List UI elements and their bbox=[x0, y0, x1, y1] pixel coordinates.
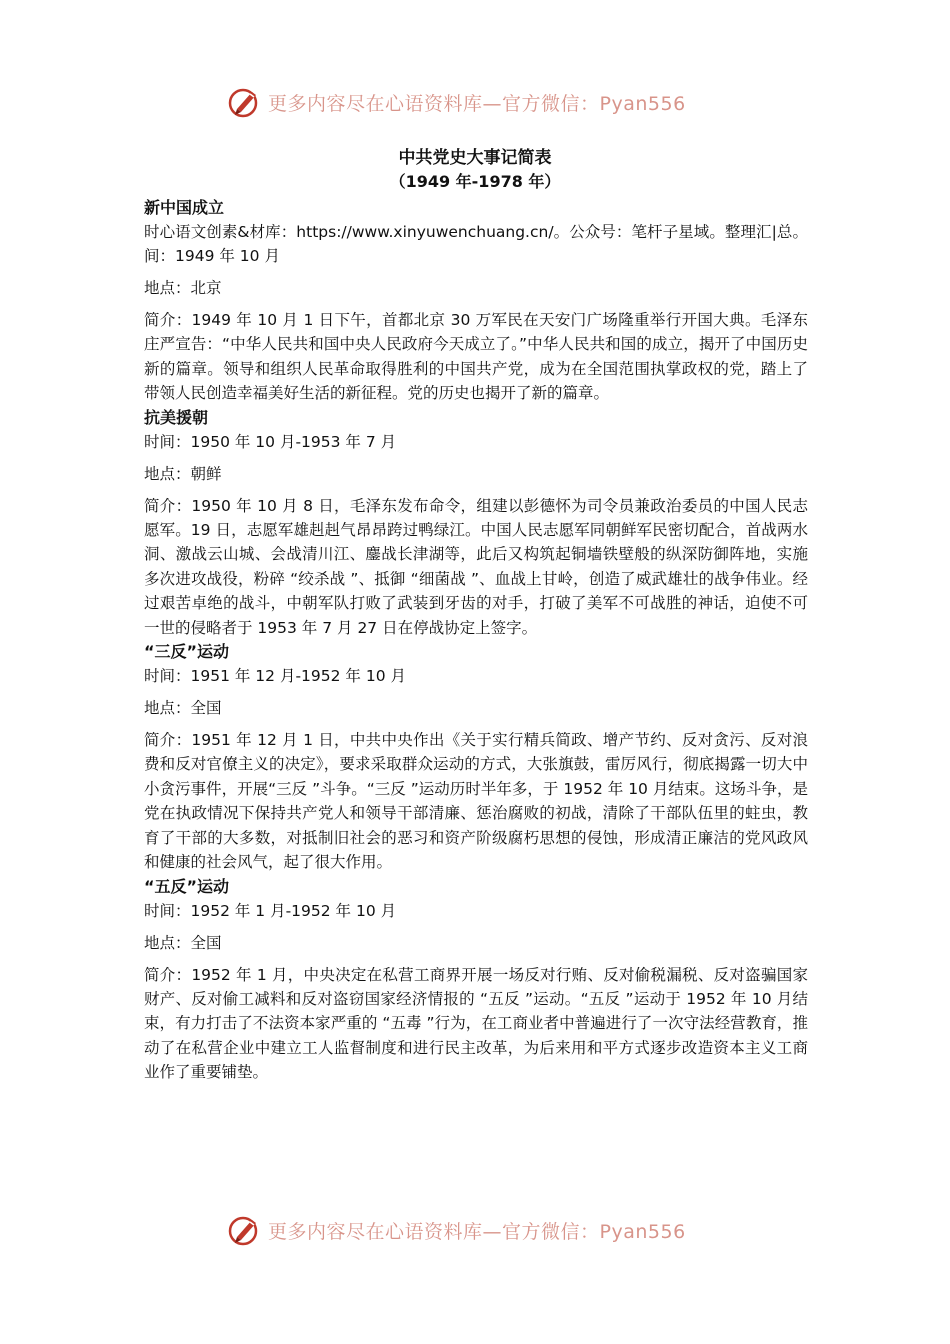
section-three-anti bbox=[144, 640, 808, 874]
banner-text: 更多内容尽在心语资料库—官方微信：Pyan556 bbox=[268, 92, 686, 115]
section-heading: 新中国成立 bbox=[144, 198, 225, 217]
page-subtitle: （1949 年-1978 年） bbox=[389, 172, 561, 191]
section-founding bbox=[144, 196, 808, 406]
section-time: 时心语文创素&材库：https://www.xinyuwenchuang.cn/。公众号：笔杆子星域。整理汇|总。间：1949 年 10 月 bbox=[144, 223, 808, 265]
section-heading: 抗美援朝 bbox=[144, 407, 209, 427]
section-korean-war bbox=[144, 406, 808, 640]
section-time: 时间：1952 年 1 月-1952 年 10 月 bbox=[144, 901, 397, 920]
section-intro: 简介：1950 年 10 月 8 日，毛泽东发布命令，组建以彭德怀为司令员兼政治委员的中国人民志愿军。19 日，志愿军雄赳赳气昂昂跨过鸭绿江。中国人民志愿军同朝鲜军民密切配合，首战两水洞、激战云山城、会战清川江、鏖战长津湖等，此后又构筑起铜墙铁壁般的纵深防御阵地，实施多次进攻战役，粉碎 “绞杀战 ”、抵御 “细菌战 ”、血战上甘岭，创造了威武雄壮的战争伟业。经过艰苦卓绝的战斗，中朝军队打败了武装到牙齿的对手，打破了美军不可战胜的神话，迫使不可一世的侵略者于 1953 年 7 月 27 日在停战协定上签字。 bbox=[144, 496, 808, 637]
document-body bbox=[144, 196, 808, 1085]
banner-text: 更多内容尽在心语资料库—官方微信：Pyan556 bbox=[268, 1220, 686, 1243]
header-banner bbox=[228, 82, 748, 122]
section-heading: “五反”运动 bbox=[144, 876, 230, 896]
section-place: 地点：北京 bbox=[144, 279, 222, 297]
section-intro: 简介：1949 年 10 月 1 日下午，首都北京 30 万军民在天安门广场隆重举行开国大典。毛泽东庄严宣告：“中华人民共和国中央人民政府今天成立了。”中华人民共和国的成立，揭开了中国历史新的篇章。领导和组织人民革命取得胜利的中国共产党，成为在全国范围执掌政权的党，踏上了带领人民创造幸福美好生活的新征程。党的历史也揭开了新的篇章。 bbox=[144, 311, 808, 403]
pen-logo-icon bbox=[228, 1213, 262, 1247]
section-place: 地点：全国 bbox=[144, 933, 222, 952]
section-five-anti bbox=[144, 875, 808, 1085]
section-intro: 简介：1951 年 12 月 1 日，中共中央作出《关于实行精兵简政、增产节约、反对贪污、反对浪费和反对官僚主义的决定》，要求采取群众运动的方式，大张旗鼓，雷厉风行，彻底揭露一切大中小贪污事件，开展“三反 ”斗争。“三反 ”运动历时半年多，于 1952 年 10 月结束。这场斗争，是党在执政情况下保持共产党人和领导干部清廉、惩治腐败的初战，清除了干部队伍里的蛀虫，教育了干部的大多数，对抵制旧社会的恶习和资产阶级腐朽思想的侵蚀，形成清正廉洁的党风政风和健康的社会风气，起了很大作用。 bbox=[144, 731, 808, 872]
footer-banner bbox=[228, 1210, 748, 1250]
section-intro: 简介：1952 年 1 月，中央决定在私营工商界开展一场反对行贿、反对偷税漏税、反对盗骗国家财产、反对偷工减料和反对盗窃国家经济情报的 “五反 ”运动。“五反 ”运动于 1952 年 10 月结束，有力打击了不法资本家严重的 “五毒 ”行为，在工商业者中普遍进行了一次守法经营教育，推动了在私营企业中建立工人监督制度和进行民主改革，为后来用和平方式逐步改造资本主义工商业作了重要铺垫。 bbox=[144, 965, 808, 1082]
section-place: 地点：全国 bbox=[144, 699, 222, 718]
page-title: 中共党史大事记简表 bbox=[398, 148, 552, 168]
pen-logo-icon bbox=[228, 85, 262, 119]
section-heading: “三反”运动 bbox=[144, 642, 230, 662]
section-time: 时间：1951 年 12 月-1952 年 10 月 bbox=[144, 667, 406, 686]
section-time: 时间：1950 年 10 月-1953 年 7 月 bbox=[144, 432, 397, 451]
section-place: 地点：朝鲜 bbox=[144, 464, 222, 483]
